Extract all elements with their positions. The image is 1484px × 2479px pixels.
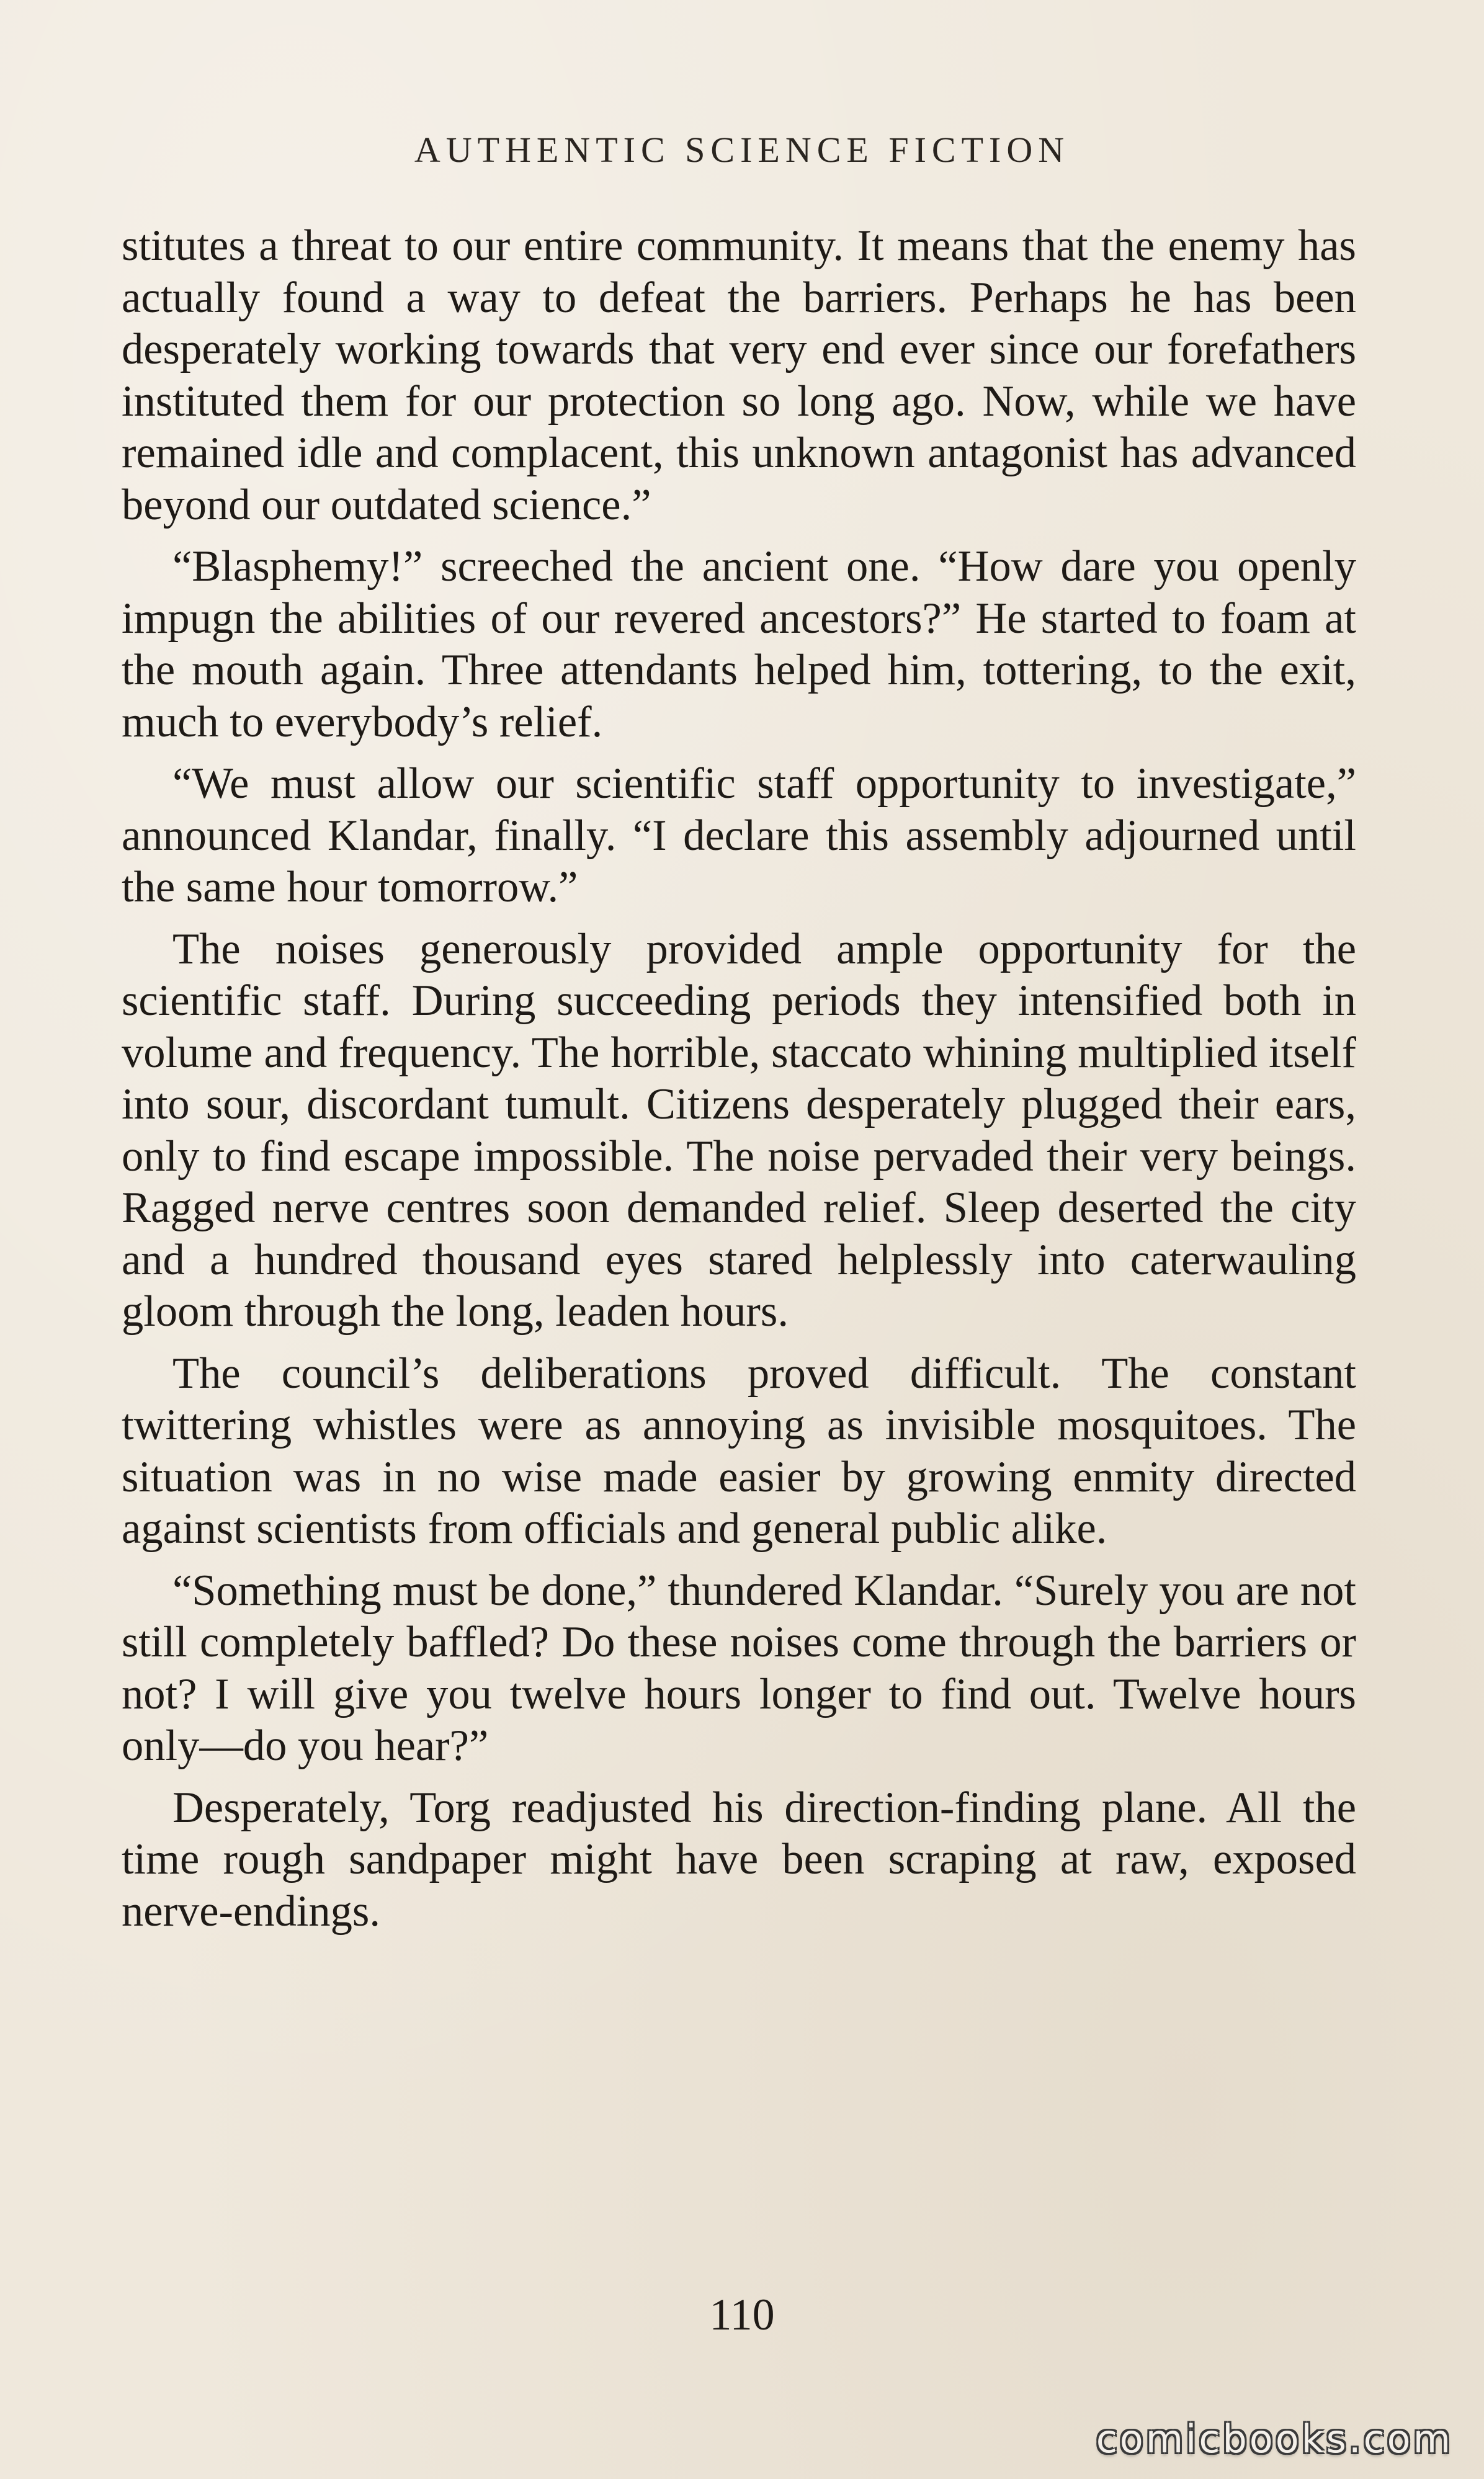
paragraph-3: “We must allow our scientific staff opportunity to investigate,” announced Klandar, finally. “I declare this assembly adjourned until the same hour tomorrow.”	[122, 759, 1356, 911]
page-body-text	[122, 220, 1356, 1947]
paragraph-6: “Something must be done,” thundered Klandar. “Surely you are not still completely baffled? Do these noises come through the barriers or not? I will give you twelve hours longer to find out. Twelve hours only—do you hear?”	[122, 1566, 1356, 1770]
site-watermark: comicbooks.com	[1096, 2416, 1453, 2462]
paragraph-2: “Blasphemy!” screeched the ancient one. “How dare you openly impugn the abilities of our revered ancestors?” He started to foam at the mouth again. Three attendants helped him, tottering, to the exit, much to everybody’s relief.	[122, 542, 1356, 746]
paragraph-7: Desperately, Torg readjusted his direction-finding plane. All the time rough sandpaper might have been scraping at raw, exposed nerve-endings.	[122, 1783, 1356, 1936]
running-header-title: AUTHENTIC SCIENCE FICTION	[414, 130, 1070, 170]
page-number: 110	[709, 2290, 775, 2339]
paragraph-4: The noises generously provided ample opportunity for the scientific staff. During succeeding periods they intensified both in volume and frequency. The horrible, staccato whining multiplied itself into sour, discordant tumult. Citizens desperately plugged their ears, only to find escape impossible. The noise pervaded their very beings. Ragged nerve centres soon demanded relief. Sleep deserted the city and a hundred thousand eyes stared helplessly into caterwauling gloom through the long, leaden hours.	[122, 924, 1356, 1336]
paragraph-1: stitutes a threat to our entire community. It means that the enemy has actually found a way to defeat the barriers. Perhaps he has been desperately working towards that very end ever since our forefathers instituted them for our protection so long ago. Now, while we have remained idle and complacent, this unknown antagonist has advanced beyond our outdated science.”	[122, 221, 1356, 529]
paragraph-5: The council’s deliberations proved difficult. The constant twittering whistles were as annoying as invisible mosquitoes. The situation was in no wise made easier by growing enmity directed against scientists from officials and general public alike.	[122, 1349, 1356, 1553]
